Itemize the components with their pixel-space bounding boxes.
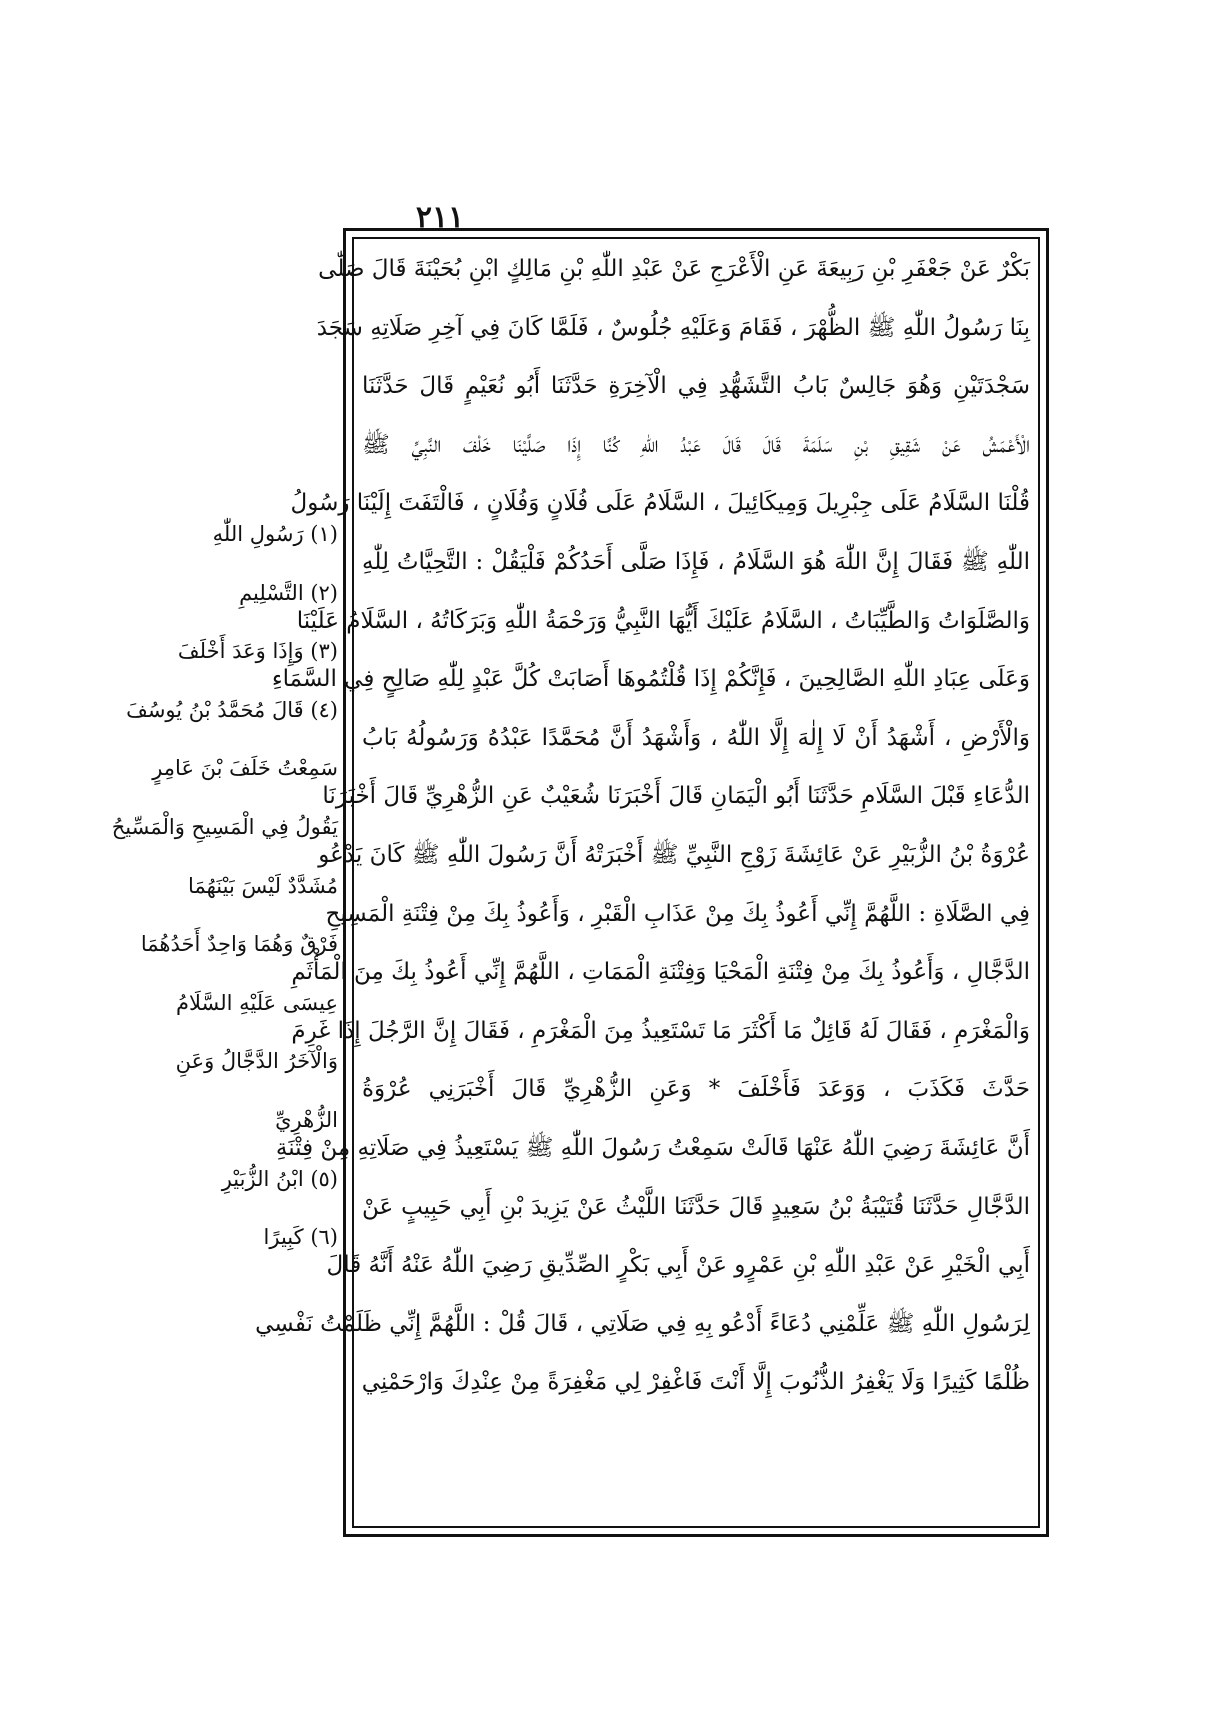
margin-notes	[111, 505, 338, 1267]
text-line	[362, 1412, 1030, 1471]
margin-note: مُشَدَّدٌ لَيْسَ بَيْنَهُمَا	[188, 873, 338, 898]
text-line: بَكْرٌ عَنْ جَعْفَرِ بْنِ رَبِيعَةَ عَنِ الْأَعْرَجِ عَنْ عَبْدِ اللّٰهِ بْنِ مَالِكٍ ابْنِ بُحَيْنَةَ قَالَ صَلّٰى	[318, 256, 1030, 282]
text-line: قُلْنَا السَّلَامُ عَلَى جِبْرِيلَ وَمِيكَائِيلَ ، السَّلَامُ عَلَى فُلَانٍ وَفُلَانٍ ، فَالْتَفَتَ إِلَيْنَا رَسُولُ	[290, 490, 1030, 517]
text-line: وَعَلَى عِبَادِ اللّٰهِ الصَّالِحِينَ ، فَإِنَّكُمْ إِذَا قُلْتُمُوهَا أَصَابَتْ كُلَّ عَبْدٍ لِلّٰهِ صَالِحٍ فِي السَّمَاءِ	[271, 666, 1030, 693]
margin-note: وَالْآخَرُ الدَّجَّالُ وَعَنِ	[175, 1049, 338, 1074]
margin-note: (٣) وَإِذَا وَعَدَ أَخْلَفَ	[177, 639, 338, 664]
text-line: ظُلْمًا كَثِيرًا وَلَا يَغْفِرُ الذُّنُوبَ إِلَّا أَنْتَ فَاغْفِرْ لِي مَغْفِرَةً مِنْ عِنْدِكَ وَارْحَمْنِي	[361, 1369, 1030, 1396]
margin-note: (٥) ابْنُ الزُّبَيْرِ	[221, 1166, 338, 1191]
text-line: اللّٰهِ ﷺ فَقَالَ إِنَّ اللّٰهَ هُوَ السَّلَامُ ، فَإِذَا صَلَّى أَحَدُكُمْ فَلْيَقُلْ : التَّحِيَّاتُ لِلّٰهِ	[362, 548, 1030, 575]
text-line: الدَّجَّالِ حَدَّثَنَا قُتَيْبَةُ بْنُ سَعِيدٍ قَالَ حَدَّثَنَا اللَّيْثُ عَنْ يَزِيدَ بْنِ أَبِي حَبِيبٍ عَنْ	[362, 1193, 1030, 1220]
margin-note: (٢) التَّسْلِيمِ	[239, 580, 338, 605]
text-line: الدَّجَّالِ ، وَأَعُوذُ بِكَ مِنْ فِتْنَةِ الْمَحْيَا وَفِتْنَةِ الْمَمَاتِ ، اللَّهُمَّ إِنِّي أَعُوذُ بِكَ مِنَ الْمَأْثَمِ	[291, 959, 1030, 986]
text-line: الْأَعْمَشُ عَنْ شَقِيقِ بْنِ سَلَمَةَ قَالَ قَالَ عَبْدُ اللّٰهِ كُنَّا إِذَا صَلَّيْنَا خَلْفَ النَّبِيِّ ﷺ	[362, 431, 1030, 458]
margin-note: سَمِعْتُ خَلَفَ بْنَ عَامِرٍ	[152, 756, 338, 781]
margin-note: يَقُولُ فِي الْمَسِيحِ وَالْمَسِّيحُ	[111, 814, 338, 839]
margin-note: (١) رَسُولِ اللّٰهِ	[212, 522, 338, 546]
text-line: الدُّعَاءِ قَبْلَ السَّلَامِ حَدَّثَنَا أَبُو الْيَمَانِ قَالَ أَخْبَرَنَا شُعَيْبٌ عَنِ الزُّهْرِيِّ قَالَ أَخْبَرَنَا	[322, 783, 1030, 810]
text-line: فِي الصَّلَاةِ : اللَّهُمَّ إِنِّي أَعُوذُ بِكَ مِنْ عَذَابِ الْقَبْرِ ، وَأَعُوذُ بِكَ مِنْ فِتْنَةِ الْمَسِيحِ	[325, 900, 1030, 927]
margin-note: فَرْقٌ وَهُمَا وَاحِدٌ أَحَدُهُمَا	[140, 932, 338, 957]
text-line: لِرَسُولِ اللّٰهِ ﷺ عَلِّمْنِي دُعَاءً أَدْعُو بِهِ فِي صَلَاتِي ، قَالَ قُلْ : اللَّهُمَّ إِنِّي ظَلَمْتُ نَفْسِي	[255, 1310, 1030, 1337]
text-line: سَجْدَتَيْنِ وَهُوَ جَالِسٌ بَابُ التَّشَهُّدِ فِي الْآخِرَةِ حَدَّثَنَا أَبُو نُعَيْمٍ قَالَ حَدَّثَنَا	[362, 373, 1030, 400]
margin-note: الزُّهْرِيِّ	[275, 1107, 338, 1132]
text-line: حَدَّثَ فَكَذَبَ ، وَوَعَدَ فَأَخْلَفَ * وَعَنِ الزُّهْرِيِّ قَالَ أَخْبَرَنِي عُرْوَةُ	[362, 1076, 1030, 1103]
margin-note: عِيسَى عَلَيْهِ السَّلَامُ	[175, 990, 338, 1015]
text-line: عُرْوَةُ بْنُ الزُّبَيْرِ عَنْ عَائِشَةَ زَوْجِ النَّبِيِّ ﷺ أَخْبَرَتْهُ أَنَّ رَسُولَ اللّٰهِ ﷺ كَانَ يَدْعُو	[318, 841, 1030, 868]
text-line: وَالصَّلَوَاتُ وَالطَّيِّبَاتُ ، السَّلَامُ عَلَيْكَ أَيُّهَا النَّبِيُّ وَرَحْمَةُ اللّٰهِ وَبَرَكَاتُهُ ، السَّلَامُ عَلَيْنَا	[296, 607, 1030, 634]
margin-note: (٦) كَبِيرًا	[263, 1225, 338, 1250]
text-line: وَالْأَرْضِ ، أَشْهَدُ أَنْ لَا إِلٰهَ إِلَّا اللّٰهُ ، وَأَشْهَدُ أَنَّ مُحَمَّدًا عَبْدُهُ وَرَسُولُهُ بَابُ	[362, 724, 1030, 751]
margin-note: (٤) قَالَ مُحَمَّدُ بْنُ يُوسُفَ	[126, 697, 338, 722]
page-number: ٢١١	[415, 200, 465, 235]
text-line: وَالْمَغْرَمِ ، فَقَالَ لَهُ قَائِلٌ مَا أَكْثَرَ مَا تَسْتَعِيذُ مِنَ الْمَغْرَمِ ، فَقَالَ إِنَّ الرَّجُلَ إِذَا غَرِمَ	[291, 1017, 1030, 1044]
text-line	[362, 1470, 1030, 1529]
text-line: أَبِي الْخَيْرِ عَنْ عَبْدِ اللّٰهِ بْنِ عَمْرٍو عَنْ أَبِي بَكْرٍ الصِّدِّيقِ رَضِيَ اللّٰهُ عَنْهُ أَنَّهُ قَالَ	[326, 1252, 1030, 1279]
text-line: أَنَّ عَائِشَةَ رَضِيَ اللّٰهُ عَنْهَا قَالَتْ سَمِعْتُ رَسُولَ اللّٰهِ ﷺ يَسْتَعِيذُ فِي صَلَاتِهِ مِنْ فِتْنَةِ	[275, 1134, 1030, 1161]
text-line: بِنَا رَسُولُ اللّٰهِ ﷺ الظُّهْرَ ، فَقَامَ وَعَلَيْهِ جُلُوسٌ ، فَلَمَّا كَانَ فِي آخِرِ صَلَاتِهِ سَجَدَ	[316, 314, 1030, 341]
